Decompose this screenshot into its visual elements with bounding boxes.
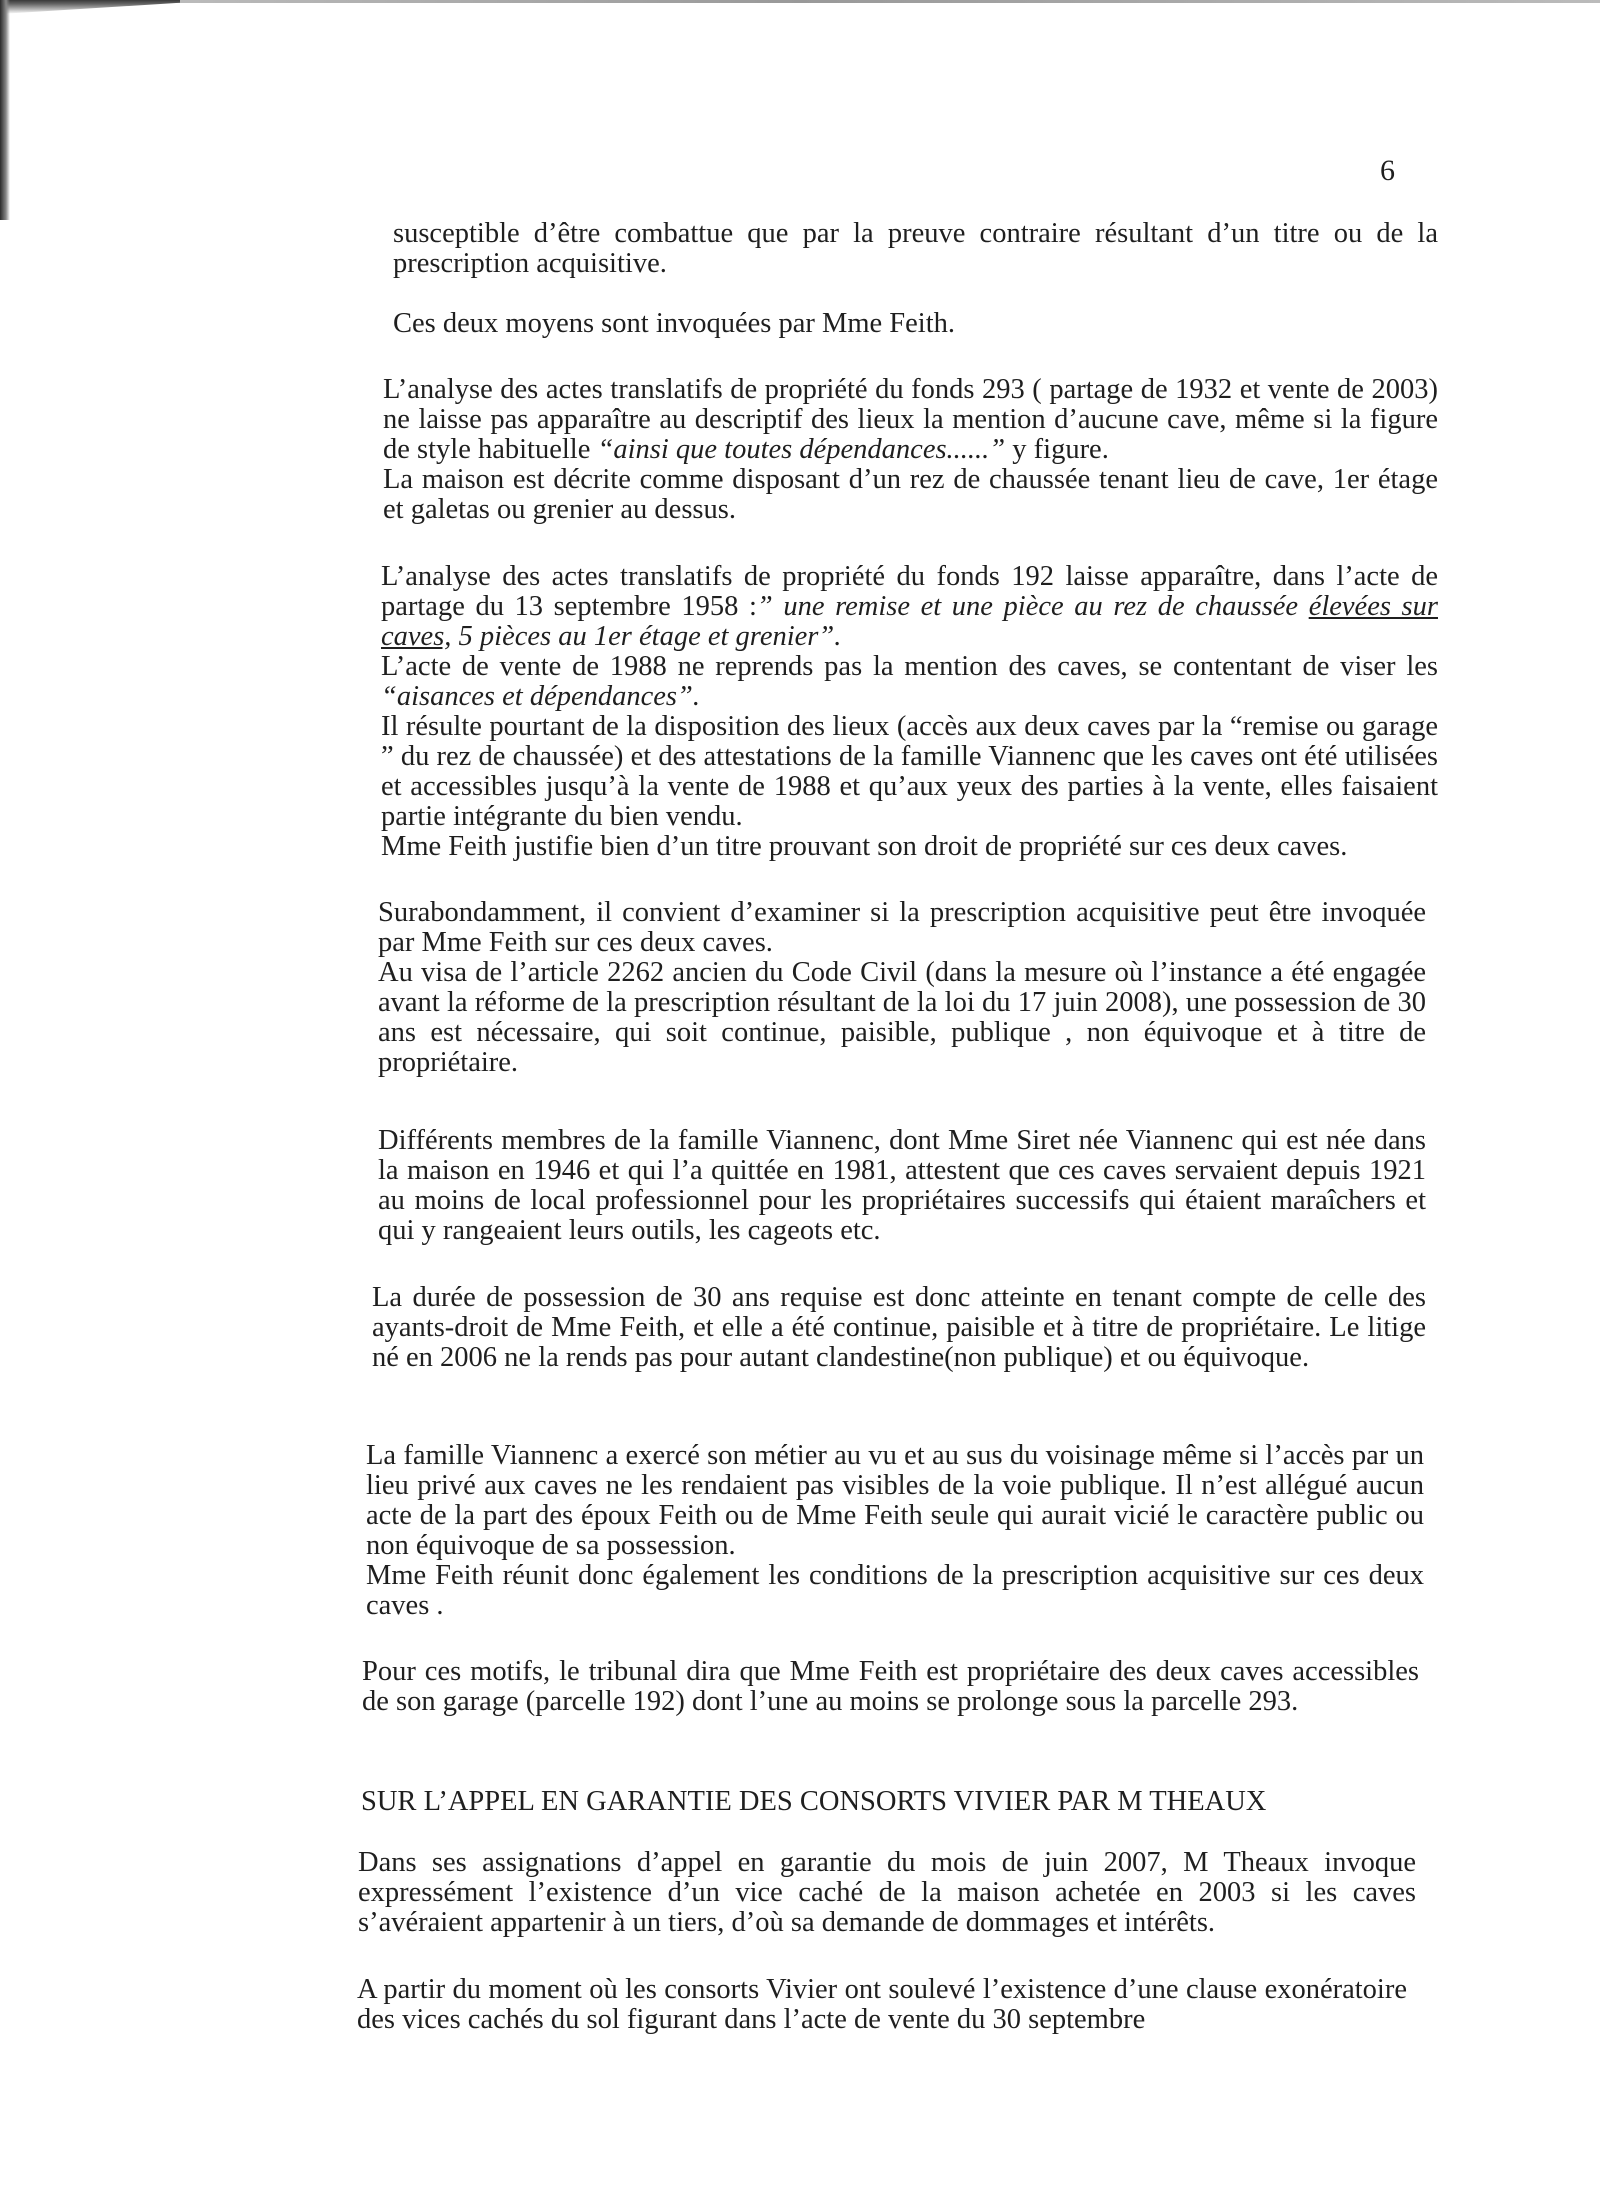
quote-italic: 5 pièces au 1er étage et grenier”.	[451, 621, 842, 652]
text-run: L’acte de vente de 1988 ne reprends pas la mention des caves, se contentant de viser les	[381, 651, 1438, 682]
paragraph-text: Mme Feith justifie bien d’un titre prouvant son droit de propriété sur ces deux caves.	[381, 831, 1348, 862]
paragraph-attestations	[378, 1126, 1426, 1246]
paragraph-moyens	[393, 309, 1453, 339]
scan-corner	[0, 0, 180, 14]
paragraph-clause	[357, 1975, 1407, 2035]
paragraph-text: Au visa de l’article 2262 ancien du Code Civil (dans la mesure où l’instance a été engagée avant la réforme de la prescription résultant de la loi du 17 juin 2008), une possession de 30 ans est nécessaire, qui soit continue, paisible, publique , non équivoque et à titre de propriétaire.	[378, 957, 1426, 1078]
paragraph-duree-possession	[372, 1283, 1426, 1373]
paragraph-text: Pour ces motifs, le tribunal dira que Mme Feith est propriétaire des deux caves accessibles de son garage (parcelle 192) dont l’une au moins se prolonge sous la parcelle 293.	[362, 1656, 1419, 1717]
quote-italic: “ainsi que toutes dépendances......”	[597, 434, 1006, 465]
paragraph-text: La famille Viannenc a exercé son métier au vu et au sus du voisinage même si l’accès par un lieu privé aux caves ne les rendaient pas visibles de la voie publique. Il n’est allégué aucun acte de la part des époux Feith ou de Mme Feith seule qui aurait vicié le caractère public ou non équivoque de sa possession.	[366, 1440, 1424, 1561]
paragraph-text: A partir du moment où les consorts Vivier ont soulevé l’existence d’une clause exonératoire des vices cachés du sol figurant dans l’acte de vente du 30 septembre	[357, 1974, 1407, 2035]
paragraph-fonds-192	[381, 562, 1438, 862]
paragraph-text: Ces deux moyens sont invoquées par Mme Feith.	[393, 308, 956, 339]
text-run: L’analyse des actes translatifs de propriété du fonds 293 ( partage de 1932 et vente de 2003) ne laisse pas apparaître au descriptif des lieux la mention d’aucune cave, même si la figure de style habituelle	[383, 374, 1438, 465]
paragraph-surabondamment	[378, 898, 1426, 1078]
paragraph-text: Surabondamment, il convient d’examiner si la prescription acquisitive peut être invoquée par Mme Feith sur ces deux caves.	[378, 897, 1426, 958]
quote-italic: ” une remise et une pièce au rez de chaussée	[756, 591, 1309, 622]
paragraph-text: La maison est décrite comme disposant d’un rez de chaussée tenant lieu de cave, 1er étage et galetas ou grenier au dessus.	[383, 464, 1438, 525]
paragraph-voisinage	[366, 1441, 1424, 1621]
text-run: y figure.	[1005, 434, 1109, 465]
paragraph-continuation	[393, 219, 1438, 279]
paragraph-text: Il résulte pourtant de la disposition des lieux (accès aux deux caves par la “remise ou garage ” du rez de chaussée) et des attestations de la famille Viannenc que les caves ont été utilisées et accessibles jusqu’à la vente de 1988 et qu’aux yeux des parties à la vente, elles faisaient partie intégrante du bien vendu.	[381, 711, 1438, 832]
paragraph-text	[383, 375, 1438, 465]
paragraph-text: susceptible d’être combattue que par la preuve contraire résultant d’un titre ou de la prescription acquisitive.	[393, 218, 1438, 279]
paragraph-text: Différents membres de la famille Viannenc, dont Mme Siret née Viannenc qui est née dans la maison en 1946 et qui l’a quittée en 1981, attestent que ces caves servaient depuis 1921 au moins de local professionnel pour les propriétaires successifs qui étaient maraîchers et qui y rangeaient leurs outils, les cageots etc.	[378, 1125, 1426, 1246]
quote-italic: “aisances et dépendances”.	[381, 681, 700, 712]
paragraph-text: Dans ses assignations d’appel en garantie du mois de juin 2007, M Theaux invoque expressément l’existence d’un vice caché de la maison achetée en 2003 si les caves s’avéraient appartenir à un tiers, d’où sa demande de dommages et intérêts.	[358, 1847, 1416, 1938]
paragraph-text: Mme Feith réunit donc également les conditions de la prescription acquisitive sur ces deux caves .	[366, 1560, 1424, 1621]
paragraph-assignations	[358, 1848, 1416, 1938]
paragraph-text: La durée de possession de 30 ans requise est donc atteinte en tenant compte de celle des ayants-droit de Mme Feith, et elle a été continue, paisible et à titre de propriétaire. Le litige né en 2006 ne la rends pas pour autant clandestine(non publique) et ou équivoque.	[372, 1282, 1426, 1373]
section-heading: SUR L’APPEL EN GARANTIE DES CONSORTS VIVIER PAR M THEAUX	[361, 1786, 1267, 1817]
paragraph-text	[381, 562, 1438, 652]
paragraph-motifs	[362, 1657, 1419, 1717]
text-run: L’analyse des actes translatifs de propriété du fonds 192 laisse apparaître, dans l’acte de partage du 13 septembre 1958 :	[381, 561, 1438, 622]
paragraph-text	[381, 652, 1438, 712]
quote-underlined: élevées sur caves,	[381, 591, 1438, 652]
page-number: 6	[1380, 154, 1395, 187]
scan-edge-top	[0, 0, 1600, 3]
scan-edge-left	[0, 0, 10, 220]
paragraph-fonds-293	[383, 375, 1438, 525]
